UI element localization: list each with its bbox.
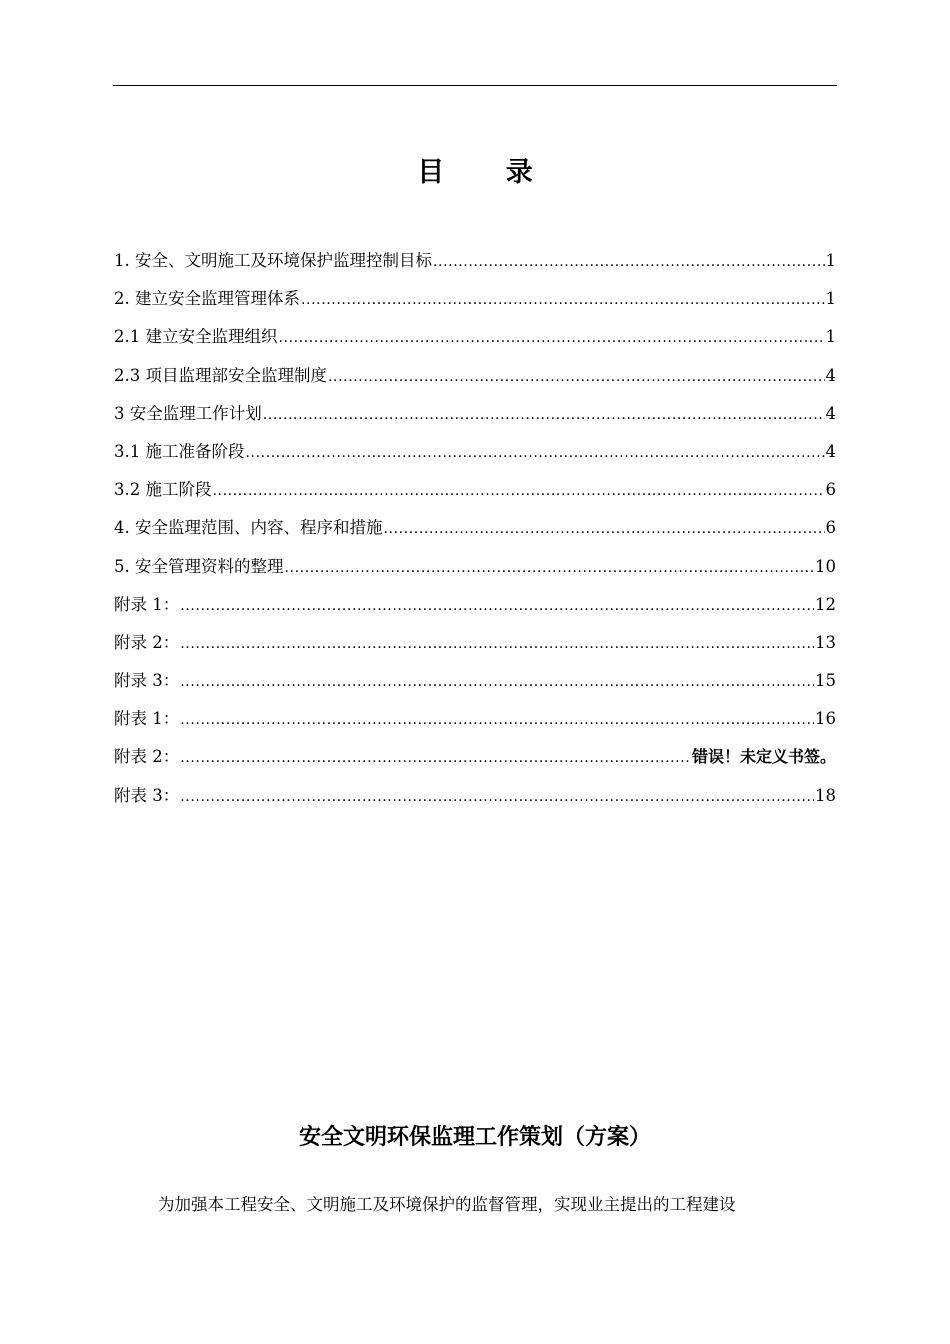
toc-leader — [180, 701, 814, 739]
toc-leader — [285, 549, 815, 587]
toc-entry[interactable] — [114, 777, 836, 815]
toc-leader — [180, 739, 691, 777]
table-of-contents — [114, 242, 836, 815]
toc-leader — [180, 663, 814, 701]
toc-entry-page: 15 — [815, 671, 836, 691]
toc-entry-page: 13 — [815, 632, 836, 652]
toc-entry[interactable] — [114, 433, 836, 471]
toc-entry-label: 附表 2： — [114, 747, 180, 767]
toc-entry[interactable] — [114, 242, 836, 280]
toc-entry-page: 1 — [825, 251, 836, 270]
toc-entry-page: 12 — [815, 594, 836, 614]
toc-entry-page: 10 — [815, 556, 836, 576]
toc-leader — [384, 510, 825, 548]
toc-entry-label: 1. 安全、文明施工及环境保护监理控制目标 — [114, 251, 432, 270]
toc-entry[interactable] — [114, 662, 836, 700]
document-title: 安全文明环保监理工作策划（方案） — [298, 1125, 651, 1150]
toc-entry[interactable] — [114, 700, 836, 738]
header-rule — [113, 85, 837, 86]
toc-leader — [180, 778, 814, 816]
toc-entry-label: 2. 建立安全监理管理体系 — [114, 289, 300, 309]
toc-entry-label: 附录 2： — [114, 632, 180, 652]
toc-entry-label: 3 安全监理工作计划 — [114, 403, 262, 423]
toc-entry-label: 附表 1： — [114, 709, 180, 729]
toc-entry-label: 3.1 施工准备阶段 — [114, 441, 245, 461]
toc-entry-label: 附录 3： — [114, 671, 180, 691]
toc-leader — [180, 625, 814, 663]
toc-entry[interactable] — [114, 624, 836, 662]
toc-leader — [433, 243, 825, 281]
toc-entry[interactable] — [114, 738, 836, 776]
toc-entry[interactable] — [114, 586, 836, 624]
toc-entry-label: 附表 3： — [114, 785, 180, 805]
toc-entry-label: 附录 1： — [114, 594, 180, 614]
toc-entry-label: 3.2 施工阶段 — [114, 480, 212, 500]
toc-entry-page: 1 — [825, 289, 836, 309]
toc-entry-page: 18 — [815, 785, 836, 805]
toc-entry-page: 6 — [825, 480, 836, 500]
toc-entry-page: 16 — [815, 709, 836, 729]
toc-entry[interactable] — [114, 318, 836, 356]
toc-entry[interactable] — [114, 280, 836, 318]
toc-entry[interactable] — [114, 548, 836, 586]
toc-leader — [213, 472, 825, 510]
toc-title: 目 录 — [417, 157, 559, 188]
toc-leader — [279, 319, 825, 357]
toc-leader — [301, 281, 825, 319]
toc-entry[interactable] — [114, 357, 836, 395]
toc-entry-page: 4 — [825, 441, 836, 461]
toc-entry-page: 6 — [825, 518, 836, 538]
toc-leader — [180, 587, 814, 625]
toc-entry-label: 2.3 项目监理部安全监理制度 — [114, 365, 327, 385]
toc-entry[interactable] — [114, 395, 836, 433]
toc-entry-label: 2.1 建立安全监理组织 — [114, 327, 278, 347]
toc-entry-label: 4. 安全监理范围、内容、程序和措施 — [114, 518, 383, 538]
toc-entry[interactable] — [114, 509, 836, 547]
toc-entry-page: 4 — [825, 403, 836, 423]
toc-entry-page: 4 — [825, 365, 836, 385]
toc-leader — [328, 358, 825, 396]
toc-entry[interactable] — [114, 471, 836, 509]
toc-entry-page: 1 — [825, 327, 836, 347]
toc-entry-page-error: 错误！未定义书签。 — [691, 747, 836, 767]
toc-entry-label: 5. 安全管理资料的整理 — [114, 556, 284, 576]
toc-leader — [246, 434, 825, 472]
document-intro-paragraph: 为加强本工程安全、文明施工及环境保护的监督管理，实现业主提出的工程建设 — [158, 1195, 736, 1214]
toc-leader — [263, 396, 825, 434]
